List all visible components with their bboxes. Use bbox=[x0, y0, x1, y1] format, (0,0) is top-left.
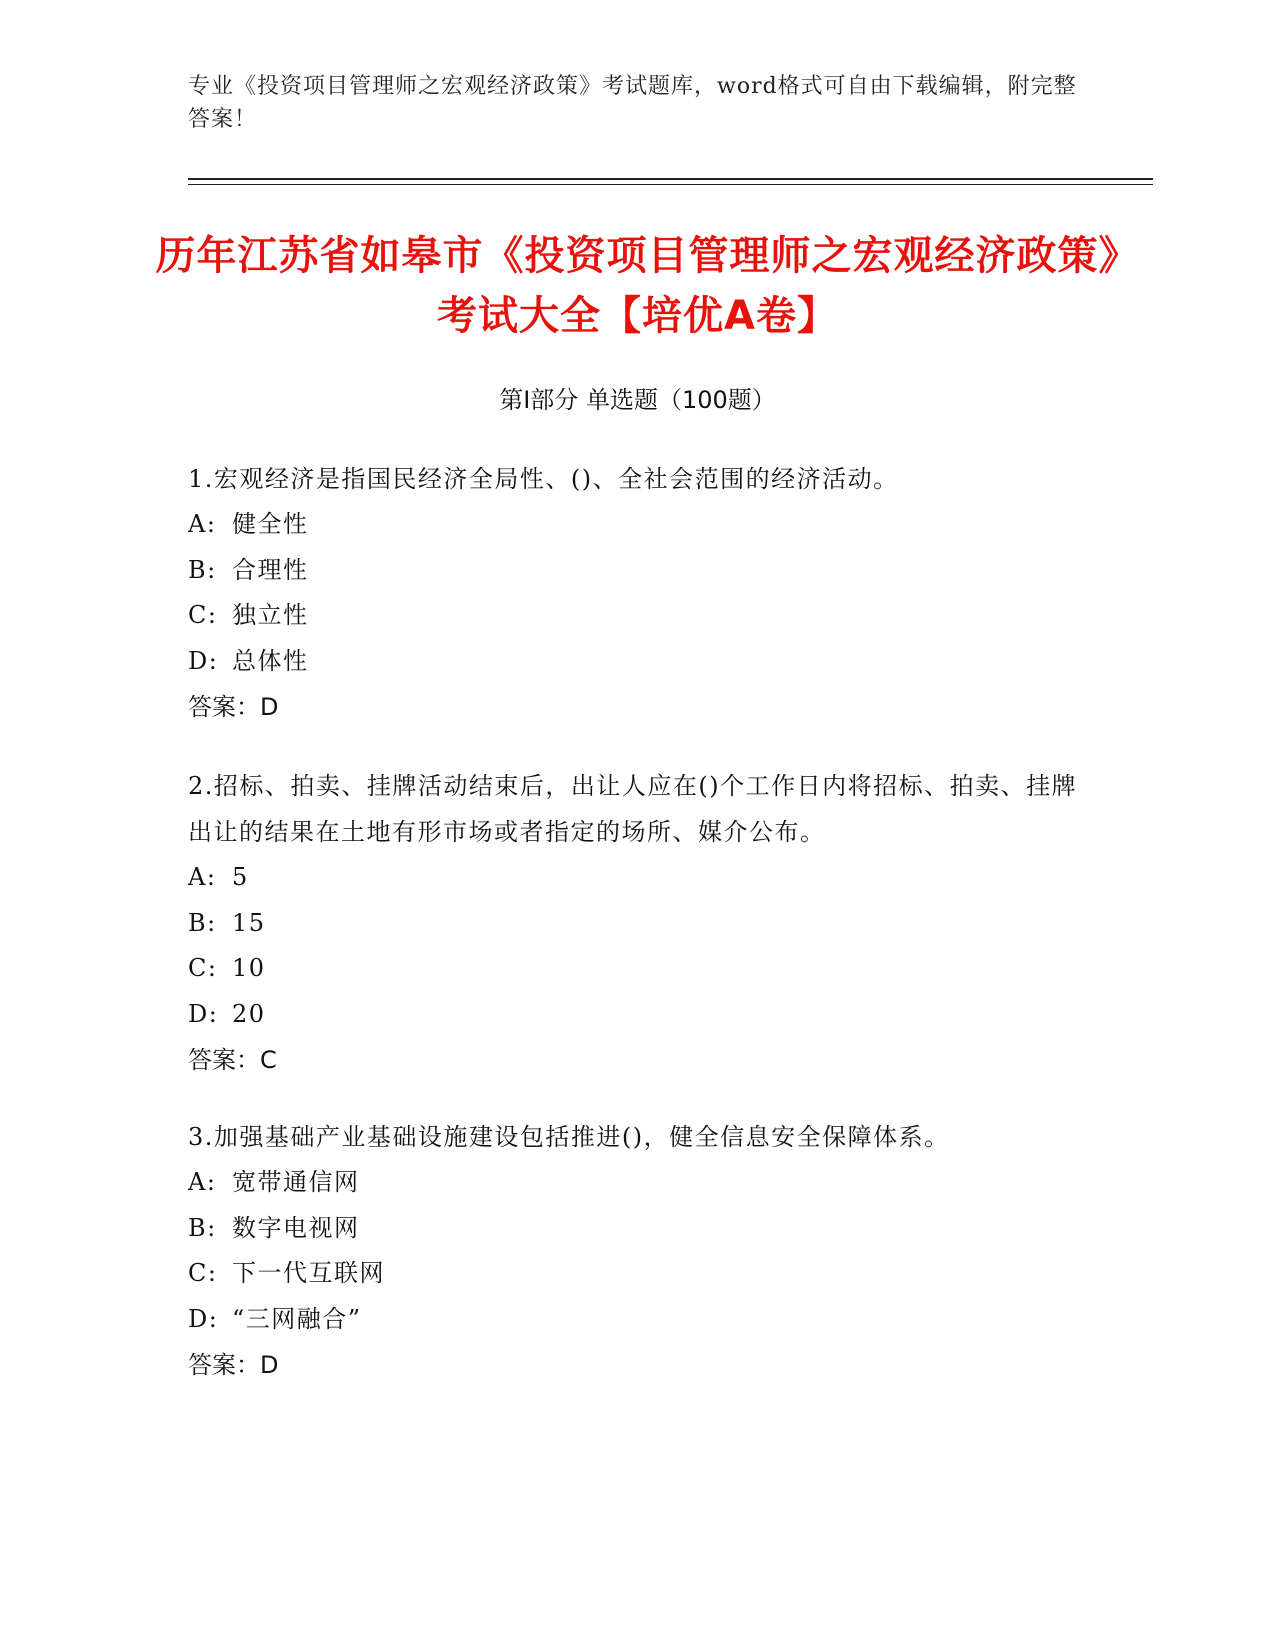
document-title: 历年江苏省如皋市《投资项目管理师之宏观经济政策》考试大全【培优A卷】 bbox=[155, 233, 1120, 339]
question-text: 1.宏观经济是指国民经济全局性、()、全社会范围的经济活动。 bbox=[188, 465, 899, 493]
question-block-1 bbox=[188, 456, 1088, 730]
answer-line: 答案：C bbox=[188, 1046, 277, 1074]
option-text: “三网融合” bbox=[232, 1304, 362, 1333]
option-text: 下一代互联网 bbox=[232, 1259, 385, 1287]
option-letter: D: bbox=[188, 1304, 219, 1333]
option-text: 健全性 bbox=[232, 510, 309, 538]
section-heading: 第I部分 单选题（100题） bbox=[499, 386, 776, 414]
option-b bbox=[188, 548, 1088, 594]
option-letter: B: bbox=[188, 555, 217, 584]
option-letter: A: bbox=[188, 863, 217, 891]
option-text: 10 bbox=[232, 954, 266, 982]
option-text: 宽带通信网 bbox=[232, 1168, 360, 1196]
option-b bbox=[188, 1206, 1088, 1252]
document-intro: 专业《投资项目管理师之宏观经济政策》考试题库，word格式可自由下载编辑，附完整答案！ bbox=[188, 74, 1077, 132]
option-text: 合理性 bbox=[232, 555, 309, 584]
option-letter: B: bbox=[188, 1213, 217, 1242]
option-text: 独立性 bbox=[232, 601, 309, 629]
option-c bbox=[188, 946, 1088, 992]
option-d bbox=[188, 639, 1088, 685]
option-c bbox=[188, 1251, 1088, 1297]
option-d bbox=[188, 992, 1088, 1038]
option-a bbox=[188, 855, 1088, 901]
question-block-3 bbox=[188, 1114, 1088, 1388]
question-block-2 bbox=[188, 763, 1088, 1083]
option-a bbox=[188, 502, 1088, 548]
option-letter: C: bbox=[188, 601, 218, 629]
option-text: 5 bbox=[232, 863, 249, 891]
option-a bbox=[188, 1160, 1088, 1206]
question-text: 3.加强基础产业基础设施建设包括推进()，健全信息安全保障体系。 bbox=[188, 1123, 950, 1151]
option-text: 15 bbox=[232, 908, 266, 937]
option-letter: D: bbox=[188, 999, 219, 1028]
answer-line: 答案：D bbox=[188, 693, 279, 721]
option-letter: A: bbox=[188, 510, 217, 538]
option-letter: C: bbox=[188, 1259, 218, 1287]
option-text: 20 bbox=[232, 999, 266, 1028]
answer-line: 答案：D bbox=[188, 1351, 279, 1379]
option-letter: C: bbox=[188, 954, 218, 982]
header-divider-thick bbox=[188, 178, 1153, 180]
option-letter: B: bbox=[188, 908, 217, 937]
header-divider-thin bbox=[188, 184, 1153, 185]
option-c bbox=[188, 593, 1088, 639]
option-b bbox=[188, 901, 1088, 947]
option-text: 数字电视网 bbox=[232, 1213, 360, 1242]
option-d bbox=[188, 1297, 1088, 1343]
option-text: 总体性 bbox=[232, 646, 309, 675]
option-letter: D: bbox=[188, 646, 219, 675]
question-text: 2.招标、拍卖、挂牌活动结束后，出让人应在()个工作日内将招标、拍卖、挂牌出让的结果在土地有形市场或者指定的场所、媒介公布。 bbox=[188, 772, 1078, 846]
option-letter: A: bbox=[188, 1168, 217, 1196]
